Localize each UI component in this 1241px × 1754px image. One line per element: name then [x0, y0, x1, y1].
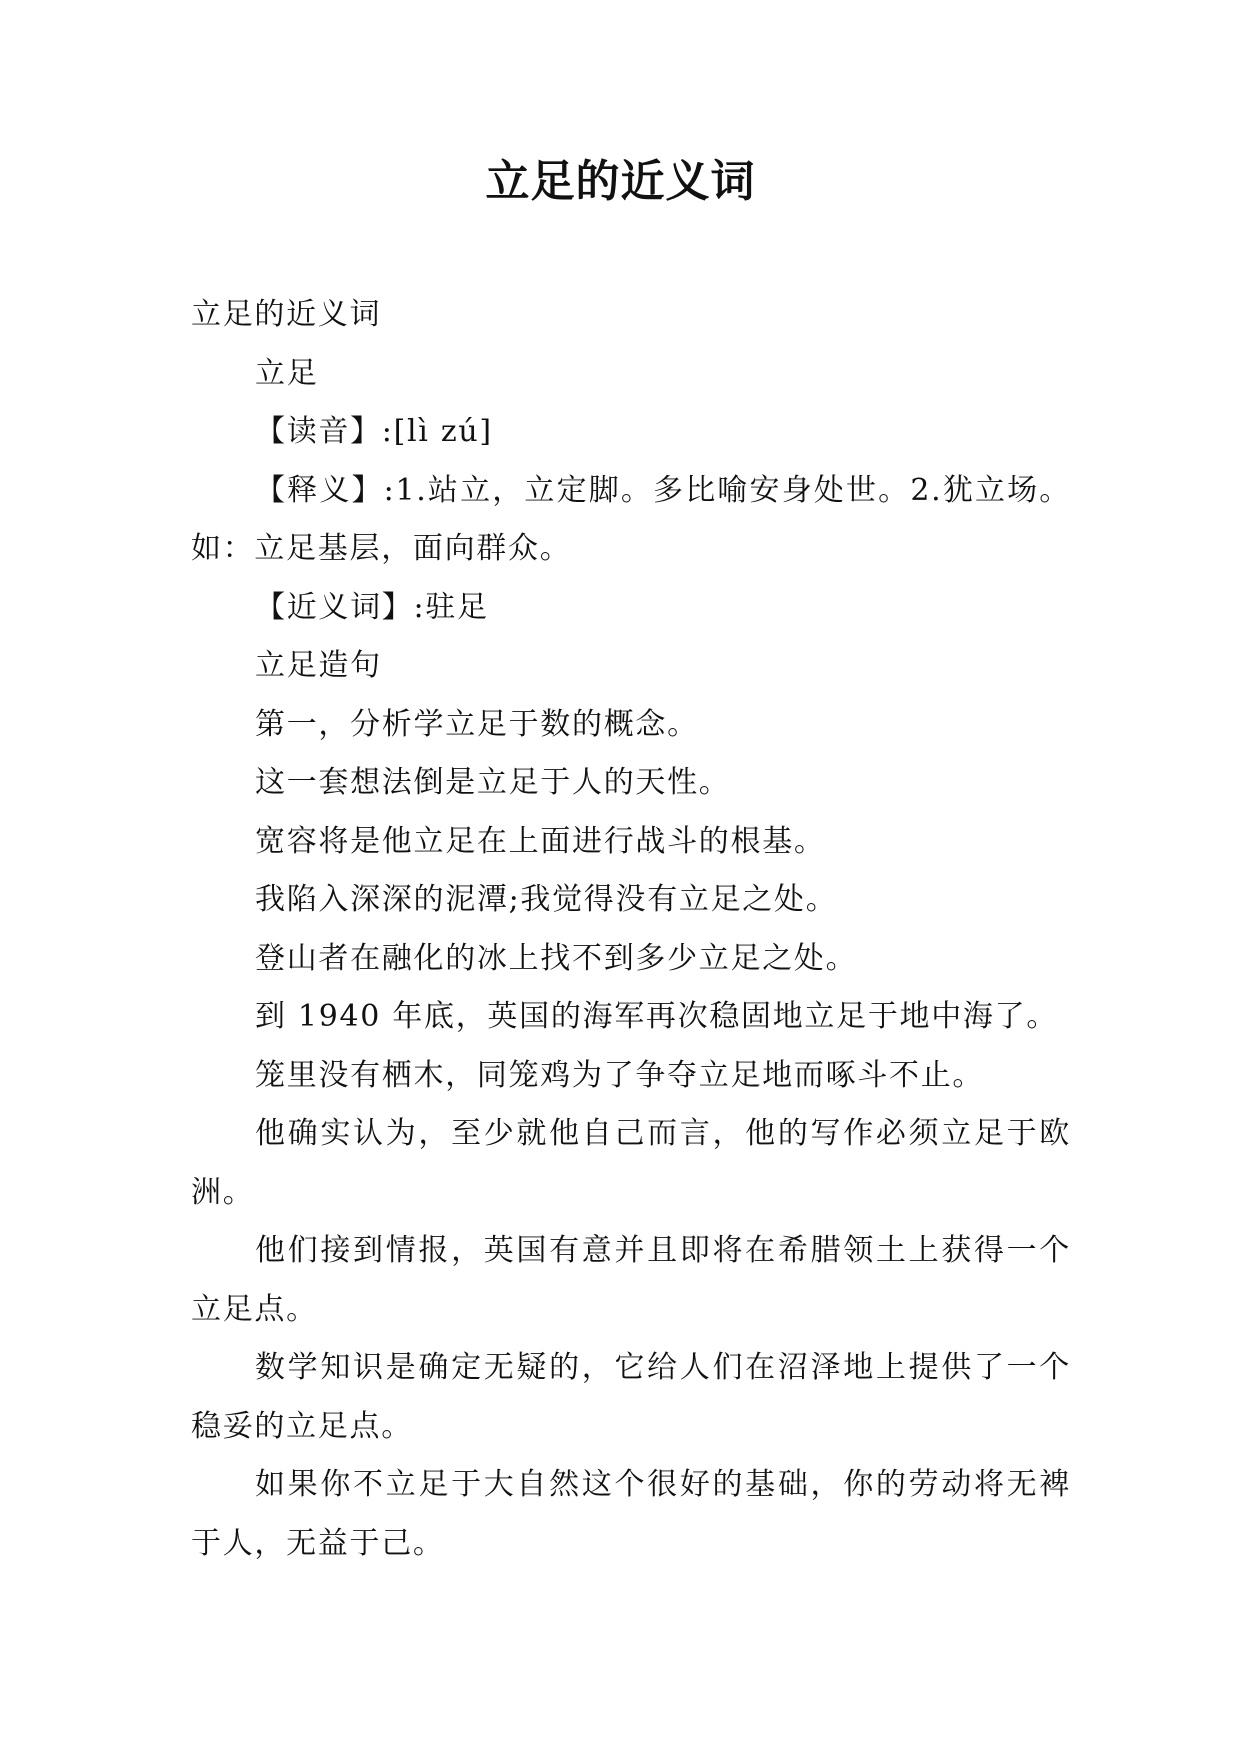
paragraph-pronunciation: 【读音】:[lì zú] [255, 414, 493, 449]
paragraph-term: 立足 [255, 355, 319, 391]
example-sentence: 到 1940 年底，英国的海军再次稳固地立足于地中海了。 [255, 999, 1059, 1034]
document-body [191, 286, 1071, 1573]
example-sentence: 宽容将是他立足在上面进行战斗的根基。 [255, 823, 826, 859]
paragraph-definition: 【释义】:1.站立，立定脚。多比喻安身处世。2.犹立场。如：立足基层，面向群众。 [191, 472, 1071, 566]
example-sentence: 如果你不立足于大自然这个很好的基础，你的劳动将无裨于人，无益于己。 [191, 1467, 1071, 1561]
example-sentence: 登山者在融化的冰上找不到多少立足之处。 [255, 940, 858, 976]
paragraph-heading: 立足的近义词 [191, 297, 382, 332]
example-sentence: 他确实认为，至少就他自己而言，他的写作必须立足于欧洲。 [191, 1116, 1071, 1210]
example-sentence: 笼里没有栖木，同笼鸡为了争夺立足地而啄斗不止。 [255, 1057, 985, 1093]
example-sentence: 这一套想法倒是立足于人的天性。 [255, 765, 731, 800]
example-sentence: 我陷入深深的泥潭;我觉得没有立足之处。 [255, 882, 838, 917]
paragraph-synonym: 【近义词】:驻足 [255, 589, 489, 625]
paragraph-example-heading: 立足造句 [255, 648, 382, 683]
example-sentence: 数学知识是确定无疑的，它给人们在沼泽地上提供了一个稳妥的立足点。 [191, 1350, 1071, 1444]
example-sentence: 第一，分析学立足于数的概念。 [255, 706, 699, 742]
example-sentence: 他们接到情报，英国有意并且即将在希腊领土上获得一个立足点。 [191, 1233, 1071, 1327]
document-title: 立足的近义词 [485, 156, 756, 207]
